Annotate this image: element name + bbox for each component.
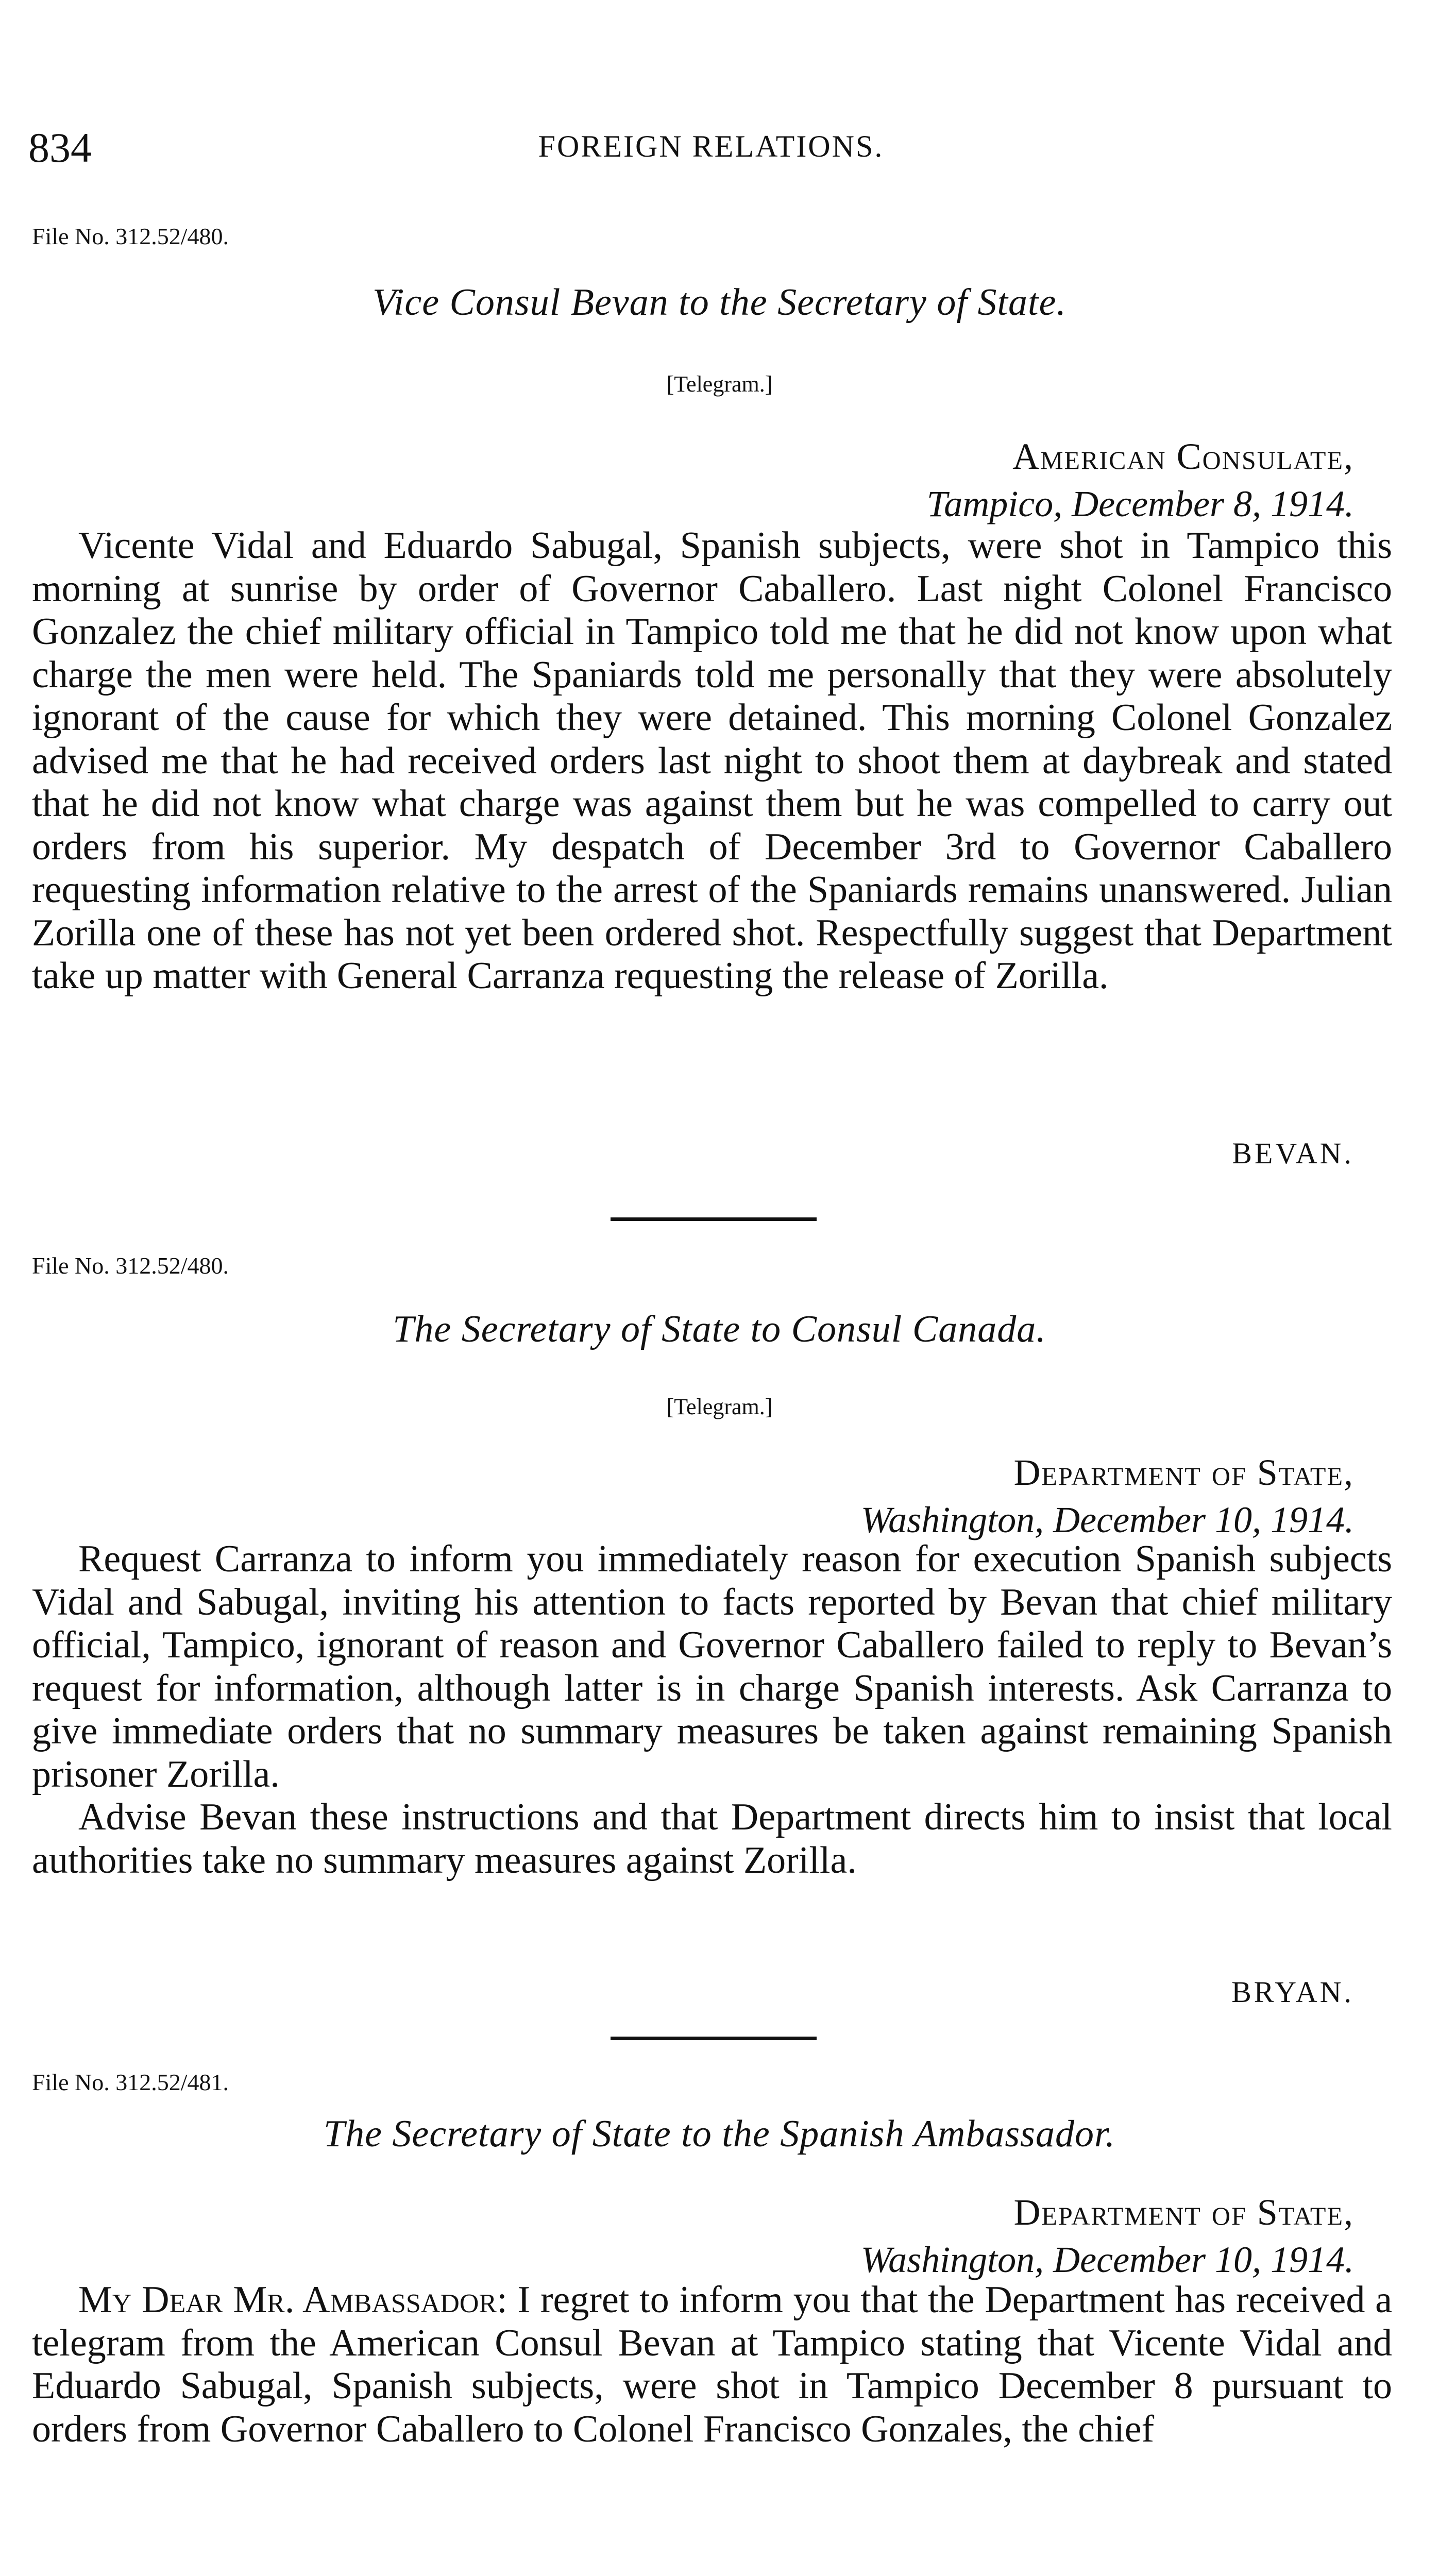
dateline <box>861 1449 1354 1544</box>
letter-text: I regret to inform you that the Department has received a telegram from the American Consul Bevan at Tampico stating that Vicente Vidal and Eduardo Sabugal, Spanish subjects, were shot in Tampico December 8 pursuant to orders from Governor Caballero to Colonel Francisco Gonzales, the chief <box>32 2279 1393 2450</box>
section-divider <box>611 2037 817 2040</box>
page-header <box>28 124 1394 180</box>
file-number: File No. 312.52/480. <box>32 223 229 249</box>
signature: BRYAN. <box>1231 1975 1354 2009</box>
document-title: Vice Consul Bevan to the Secretary of State. <box>373 281 1066 324</box>
dateline-place-date: Washington, December 10, 1914. <box>860 2239 1354 2280</box>
dateline-office: Department of State, <box>1013 1452 1354 1493</box>
file-number: File No. 312.52/480. <box>32 1252 229 1279</box>
document-kind: [Telegram.] <box>666 1394 773 1419</box>
page-number: 834 <box>28 124 92 171</box>
document-kind: [Telegram.] <box>666 371 773 397</box>
document-body <box>32 1538 1392 1882</box>
document-body <box>32 2279 1392 2451</box>
dateline <box>927 433 1354 528</box>
body-paragraph: Vicente Vidal and Eduardo Sabugal, Spanish subjects, were shot in Tampico this morning at sunrise by order of Governor Caballero. Last night Colonel Francisco Gonzalez the chief military official in Tampico told me that he did not know upon what charge the men were held. The Spaniards told me personally that they were absolutely ignorant of the cause for which they were detained. This morning Colonel Gonzalez advised me that he had received orders last night to shoot them at daybreak and stated that he did not know what charge was against them but he was compelled to carry out orders from his superior. My despatch of December 3rd to Governor Caballero requesting information relative to the arrest of the Spaniards remains unanswered. Julian Zorilla one of these has not yet been ordered shot. Respectfully suggest that Department take up matter with General Carranza requesting the release of Zorilla. <box>32 524 1392 997</box>
section-divider <box>611 1217 817 1221</box>
body-paragraph: Request Carranza to inform you immediately reason for execution Spanish subjects Vidal and Sabugal, inviting his attention to facts reported by Bevan that chief military official, Tampico, ignorant of reason and Governor Caballero failed to reply to Bevan’s request for information, although latter is in charge Spanish interests. Ask Carranza to give immediate orders that no summary measures be taken against remaining Spanish prisoner Zorilla. <box>32 1538 1392 1795</box>
dateline-place-date: Tampico, December 8, 1914. <box>926 483 1354 524</box>
salutation: My Dear Mr. Ambassador: <box>78 2279 507 2321</box>
dateline-office: American Consulate, <box>1012 436 1354 477</box>
body-paragraph: Advise Bevan these instructions and that Department directs him to insist that local authorities take no summary measures against Zorilla. <box>32 1796 1392 1882</box>
document-title: The Secretary of State to Consul Canada. <box>393 1308 1046 1350</box>
dateline <box>861 2189 1354 2283</box>
dateline-place-date: Washington, December 10, 1914. <box>860 1499 1354 1540</box>
dateline-office: Department of State, <box>1013 2192 1354 2233</box>
body-paragraph <box>32 2279 1392 2451</box>
document-body <box>32 524 1392 998</box>
signature: BEVAN. <box>1232 1137 1354 1170</box>
file-number: File No. 312.52/481. <box>32 2069 229 2095</box>
document-title: The Secretary of State to the Spanish Ambassador. <box>323 2113 1116 2155</box>
running-title: FOREIGN RELATIONS. <box>538 129 884 163</box>
